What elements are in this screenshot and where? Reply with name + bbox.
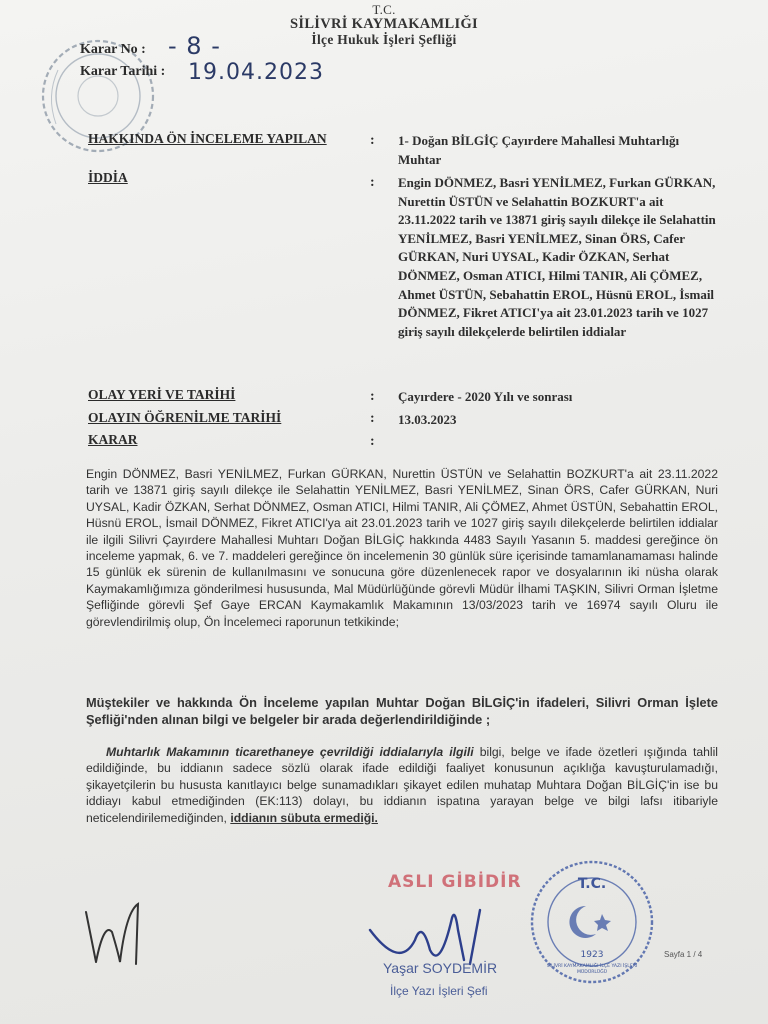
header-institution: SİLİVRİ KAYMAKAMLIĞI xyxy=(290,16,478,32)
initials-mark xyxy=(78,892,148,972)
body-paragraph-3 xyxy=(86,744,718,826)
body-paragraph-1: Engin DÖNMEZ, Basri YENİLMEZ, Furkan GÜRKAN, Nurettin ÜSTÜN ve Selahattin BOZKURT'a ait 23.11.2022 tarih ve 13871 giriş sayılı dilekçe ile Selahattin YENİLMEZ, Basri YENİLMEZ, Sinan ÖRS, Cafer GÜRKAN, Nuri UYSAL, Kadir ÖZKAN, Serhat DÖNMEZ, Osman ATICI, Hilmi TANIR, Ali ÇÖMEZ, Ahmet ÜSTÜN, Sebahattin EROL, Hüsnü EROL, İsmail DÖNMEZ, Fikret ATICI'ya ait 23.01.2023 tarih ve 1027 giriş sayılı dilekçelerde belirtilen iddialar ile ilgili Silivri Çayırdere Mahallesi Muhtarı Doğan BİLGİÇ hakkında 4483 Sayılı Yasanın 5. maddesi gereğince ön inceleme yapmak, 6. ve 7. maddeleri gereğince ön incelemenin 30 günlük süre içerisinde tamamlanamaması halinde 15 günlük ek sürenin de kullanılmasını ve sonucuna göre düzenlenecek rapor ve dosyalarının iki nüsha olarak Kaymakamlığımıza gönderilmesi hususunda, Mal Müdürlüğünde görevli Müdür İlhami TAŞKIN, Silivri Orman İşletme Şefliğinde görevli Şef Gaye ERCAN Kaymakamlık Makamının 13/03/2023 tarih ve 16974 sayılı Oluru ile görevlendirilmiş olup, Ön İncelemeci raporunun tetkikinde; xyxy=(86,467,718,629)
claim-label: İDDİA xyxy=(88,170,128,185)
official-seal xyxy=(528,858,656,986)
decision-date-value: 19.04.2023 xyxy=(188,60,324,85)
decision-number-label: Karar No : xyxy=(80,42,146,57)
claim-colon: : xyxy=(370,175,375,190)
signer-title: İlçe Yazı İşleri Şefi xyxy=(390,984,488,998)
page-number: Sayfa 1 / 4 xyxy=(664,950,703,959)
seal-top-text: T.C. xyxy=(577,876,607,892)
decision-date-label: Karar Tarihi : xyxy=(80,64,166,79)
body-paragraph-2: Müştekiler ve hakkında Ön İnceleme yapılan Muhtar Doğan BİLGİÇ'in ifadeleri, Silivri Orman İşlete Şefliği'nden alınan bilgi ve belgeler bir arada değerlendirildiğinde ; xyxy=(86,695,718,727)
place-date-value: Çayırdere - 2020 Yılı ve sonrası xyxy=(398,389,573,404)
seal-year: 1923 xyxy=(580,950,604,960)
decision-heading: KARAR xyxy=(88,432,138,447)
subject-colon: : xyxy=(370,133,375,148)
allegation-conclusion: iddianın sübuta ermediği. xyxy=(230,810,378,825)
decision-colon: : xyxy=(370,434,375,449)
allegation-topic: Muhtarlık Makamının ticarethaneye çevrildiği iddialarıyla ilgili xyxy=(106,745,474,759)
seal-ring-text: SİLİVRİ KAYMAKAMLIĞI İLÇE YAZI İŞLERİ MÜDÜRLÜĞÜ xyxy=(546,964,638,975)
header-department: İlçe Hukuk İşleri Şefliği xyxy=(311,32,457,47)
place-date-colon: : xyxy=(370,389,375,404)
signer-name: Yaşar SOYDEMİR xyxy=(383,960,498,976)
original-copy-stamp: ASLI GİBİDİR xyxy=(388,872,522,892)
learned-date-value: 13.03.2023 xyxy=(398,412,457,427)
learned-date-label: OLAYIN ÖĞRENİLME TARİHİ xyxy=(88,410,282,425)
place-date-label: OLAY YERİ VE TARİHİ xyxy=(88,387,236,402)
subject-label: HAKKINDA ÖN İNCELEME YAPILAN xyxy=(88,131,327,146)
learned-date-colon: : xyxy=(370,411,375,426)
header-tc: T.C. xyxy=(372,2,396,17)
decision-number-value: - 8 - xyxy=(168,32,221,60)
allegation-analysis: bilgi, belge ve ifade özetleri ışığında tahlil edildiğinde, bu iddianın sadece sözlü olarak ifade edildiği faaliyet konusunun açıklığa kavuşturulamadığı, şikayetçilerin bu hususta kanıtlayıcı belge sunamadıkları şikayet edilen muhatap Muhtara Doğan BİLGİÇ'in ise bu iddiayı kabul etmediğinden (EK:113) dolayı, bu iddianın ispatına yarayan belge ve bilgi lafsı itibariyle neticelendirilemediğinden, xyxy=(86,745,719,825)
claim-value: Engin DÖNMEZ, Basri YENİLMEZ, Furkan GÜRKAN, Nurettin ÜSTÜN ve Selahattin BOZKURT'a ait 23.11.2022 tarih ve 13871 giriş sayılı dilekçe ile Selahattin YENİLMEZ, Basri YENİLMEZ, Sinan ÖRS, Cafer GÜRKAN, Nuri UYSAL, Kadir ÖZKAN, Serhat DÖNMEZ, Osman ATICI, Hilmi TANIR, Ali ÇÖMEZ, Ahmet ÜSTÜN, Sebahattin EROL, Hüsnü EROL, İsmail DÖNMEZ, Fikret ATICI'ya ait 23.01.2023 tarih ve 1027 giriş sayılı dilekçelerde belirtilen iddialar xyxy=(398,175,716,339)
subject-value: 1- Doğan BİLGİÇ Çayırdere Mahallesi Muhtarlığı Muhtar xyxy=(398,133,680,167)
